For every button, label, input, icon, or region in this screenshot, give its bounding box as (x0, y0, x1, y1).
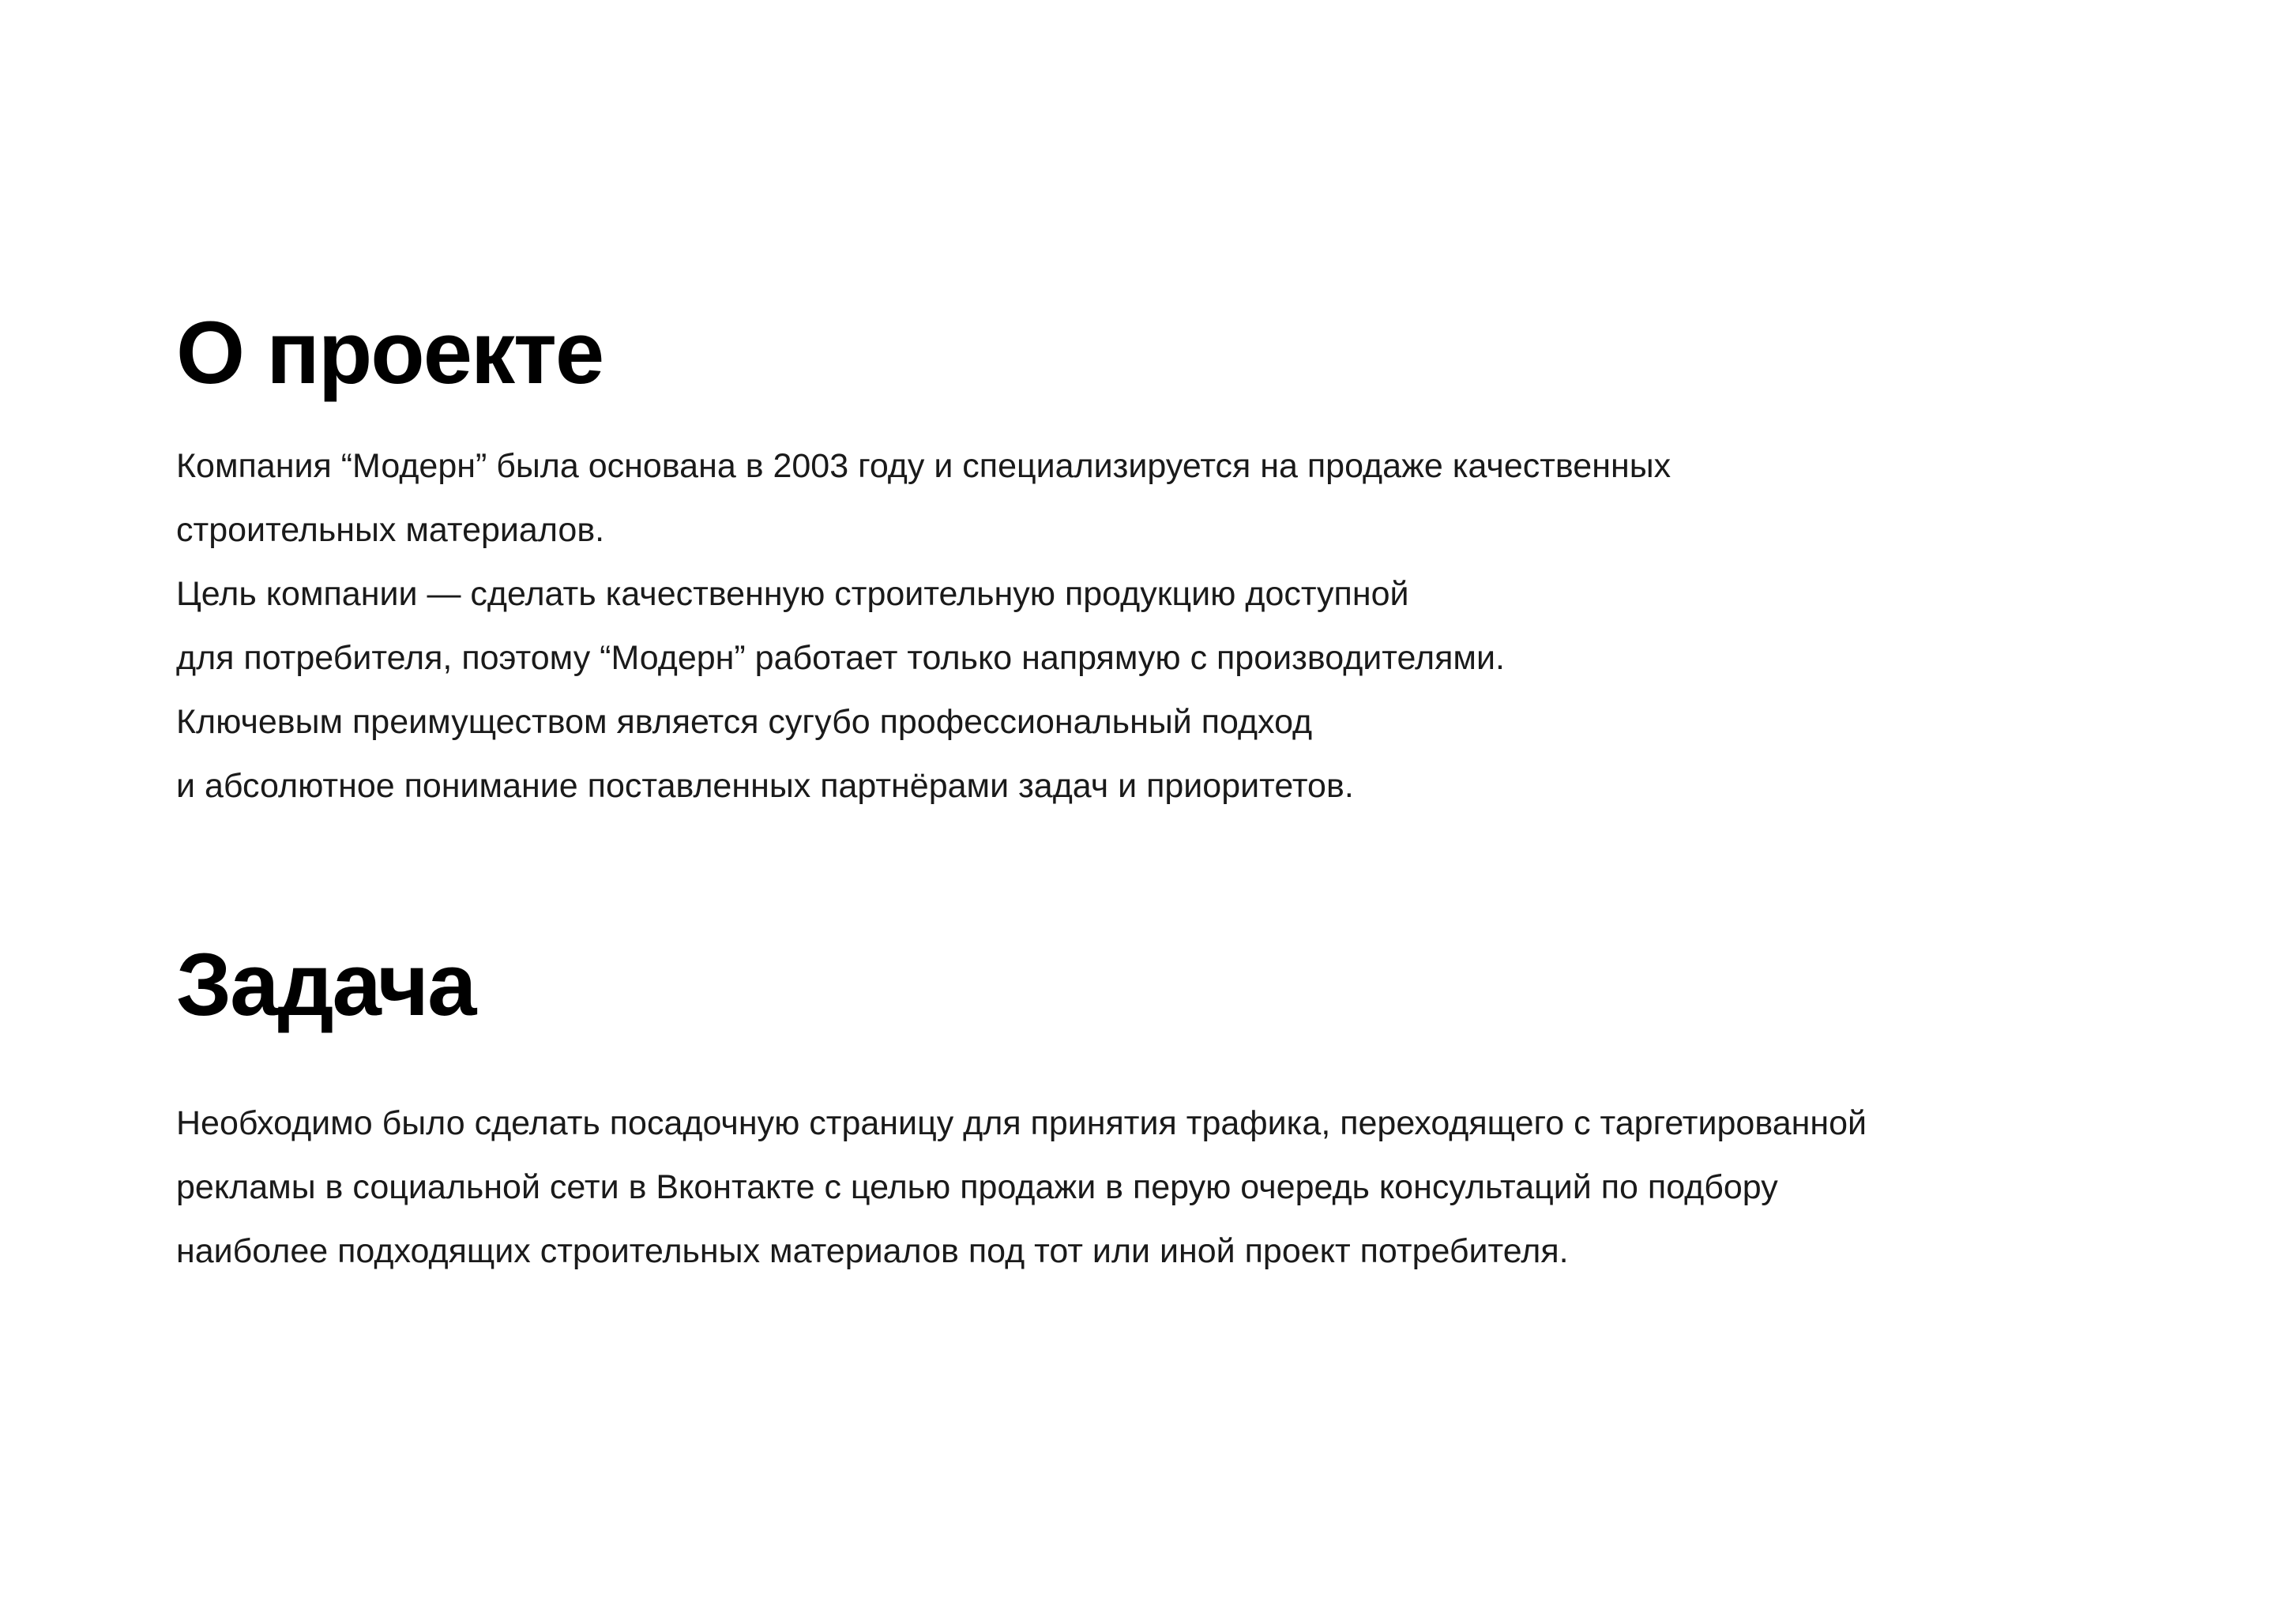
about-line: Цель компании — сделать качественную строительную продукцию доступной (176, 575, 1409, 613)
about-paragraph (176, 434, 2167, 818)
task-section (176, 926, 2167, 1284)
about-line: для потребителя, поэтому “Модерн” работает только напрямую с производителями. (176, 639, 1505, 677)
task-heading: Задача (176, 935, 476, 1034)
task-line: рекламы в социальной сети в Вконтакте с целью продажи в перую очередь консультаций по подбору (176, 1168, 1778, 1206)
about-line: Компания “Модерн” была основана в 2003 году и специализируется на продаже качественных (176, 447, 1671, 485)
task-line: Необходимо было сделать посадочную страницу для принятия трафика, переходящего с таргетированной (176, 1104, 1867, 1142)
task-line: наиболее подходящих строительных материалов под тот или иной проект потребителя. (176, 1232, 1569, 1270)
about-section (176, 294, 2167, 818)
about-line: строительных материалов. (176, 511, 605, 549)
about-line: Ключевым преимуществом является сугубо профессиональный подход (176, 703, 1313, 741)
about-line: и абсолютное понимание поставленных партнёрами задач и приоритетов. (176, 767, 1354, 805)
about-heading: О проекте (176, 303, 604, 402)
task-paragraph (176, 1092, 2167, 1284)
